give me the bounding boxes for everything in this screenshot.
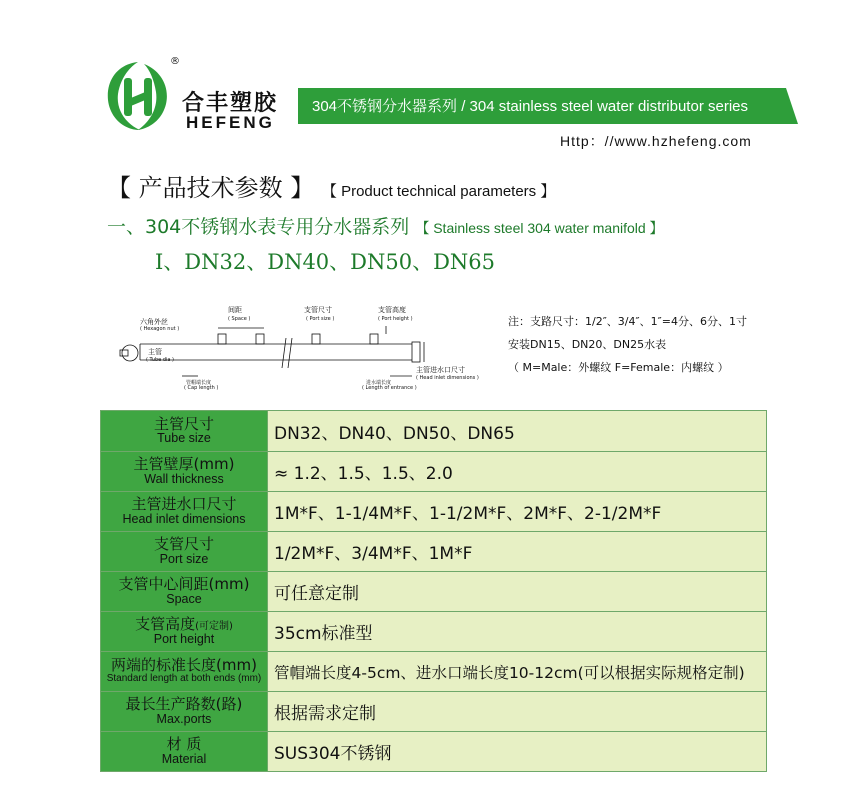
label-hex-nut: 六角外丝: [140, 318, 168, 326]
label-main-pipe-en: ( Tube dia ): [146, 357, 175, 363]
label-cap-length: 管帽端长度: [186, 380, 212, 386]
row-value: 1/2M*F、3/4M*F、1M*F: [268, 532, 767, 572]
brand-name-en: HEFENG: [186, 113, 275, 132]
row-label-en: Space: [166, 591, 202, 606]
row-value: DN32、DN40、DN50、DN65: [268, 411, 767, 452]
row-label-cn: 支管高度: [135, 615, 196, 634]
website-url[interactable]: Http：//www.hzhefeng.com: [560, 133, 752, 149]
row-value: 35cm标准型: [268, 612, 767, 652]
size-list: Ⅰ、DN32、DN40、DN50、DN65: [155, 250, 496, 274]
registered-mark: ®: [170, 56, 180, 67]
label-spacing-en: ( Space ): [228, 316, 251, 322]
row-value: ≈ 1.2、1.5、1.5、2.0: [268, 452, 767, 492]
label-cap-length-en: ( Cap length ): [184, 385, 219, 390]
series-title-en: 【 Stainless steel 304 water manifold 】: [415, 220, 664, 236]
series-banner-text: 304不锈钢分水器系列 / 304 stainless steel water distributor series: [312, 98, 748, 115]
label-main-pipe: 主管: [148, 348, 162, 356]
row-label-cn: 最长生产路数(路): [125, 695, 243, 714]
note-line-3: （ M=Male：外螺纹 F=Female：内螺纹 ）: [508, 361, 729, 374]
table-row: [101, 692, 767, 732]
label-hex-nut-en: ( Hexagon nut ): [140, 326, 180, 332]
row-label-en: Material: [161, 751, 207, 766]
hefeng-logo: [104, 60, 172, 132]
notes: [508, 310, 747, 379]
label-port-size: 支管尺寸: [304, 306, 332, 314]
row-label-cn-note: (可定制): [195, 621, 233, 633]
table-row: [101, 532, 767, 572]
label-inlet-length: 进水端长度: [366, 380, 392, 386]
section-title: [107, 168, 555, 203]
series-title-cn: 一、304不锈钢水表专用分水器系列: [107, 216, 410, 238]
section-title-en: 【 Product technical parameters 】: [321, 183, 556, 200]
row-label-cn: 主管进水口尺寸: [131, 495, 237, 514]
row-label-en: Port height: [153, 631, 215, 646]
manifold-diagram: [100, 298, 500, 390]
row-label-en: Tube size: [157, 431, 211, 446]
row-label-cn: 两端的标准长度(mm): [111, 656, 257, 675]
note-line-1: 注：支路尺寸：1/2″、3/4″、1″=4分、6分、1寸: [508, 315, 747, 328]
row-label-cn: 支管中心间距(mm): [118, 575, 250, 594]
series-title: [107, 212, 664, 239]
label-inlet-size-en: ( Head inlet dimensions ): [416, 375, 479, 381]
table-row: [101, 652, 767, 692]
row-value: 1M*F、1-1/4M*F、1-1/2M*F、2M*F、2-1/2M*F: [268, 492, 767, 532]
label-port-height-en: ( Port height ): [378, 316, 413, 322]
brand-name-cn: 合丰塑胶: [182, 91, 279, 116]
row-value: SUS304不锈钢: [268, 732, 767, 772]
label-spacing: 间距: [228, 306, 242, 314]
section-title-cn: 【 产品技术参数 】: [107, 174, 315, 202]
row-label-en: Head inlet dimensions: [122, 511, 246, 526]
label-port-size-en: ( Port size ): [306, 316, 335, 322]
label-inlet-size: 主管进水口尺寸: [416, 366, 465, 374]
row-label-en: Port size: [159, 551, 209, 566]
spec-table: [100, 410, 767, 772]
row-label-en: Max.ports: [156, 711, 212, 726]
table-row: [101, 732, 767, 772]
row-label-cn: 材 质: [166, 735, 202, 754]
label-port-height: 支管高度: [378, 306, 406, 314]
label-inlet-length-en: ( Length of entrance ): [362, 385, 417, 390]
row-label-cn: 支管尺寸: [153, 535, 214, 554]
table-row: [101, 492, 767, 532]
row-label-cn: 主管壁厚(mm): [133, 455, 235, 474]
row-label-en: Standard length at both ends (mm): [106, 673, 262, 685]
row-label-en: Wall thickness: [144, 471, 224, 486]
table-row: [101, 411, 767, 452]
row-value: 根据需求定制: [268, 692, 767, 732]
note-line-2: 安装DN15、DN20、DN25水表: [508, 338, 667, 351]
table-row: [101, 612, 767, 652]
row-value: 可任意定制: [268, 572, 767, 612]
table-row: [101, 452, 767, 492]
table-row: [101, 572, 767, 612]
row-value: 管帽端长度4-5cm、进水口端长度10-12cm(可以根据实际规格定制): [268, 652, 767, 692]
row-label-cn: 主管尺寸: [153, 414, 214, 433]
